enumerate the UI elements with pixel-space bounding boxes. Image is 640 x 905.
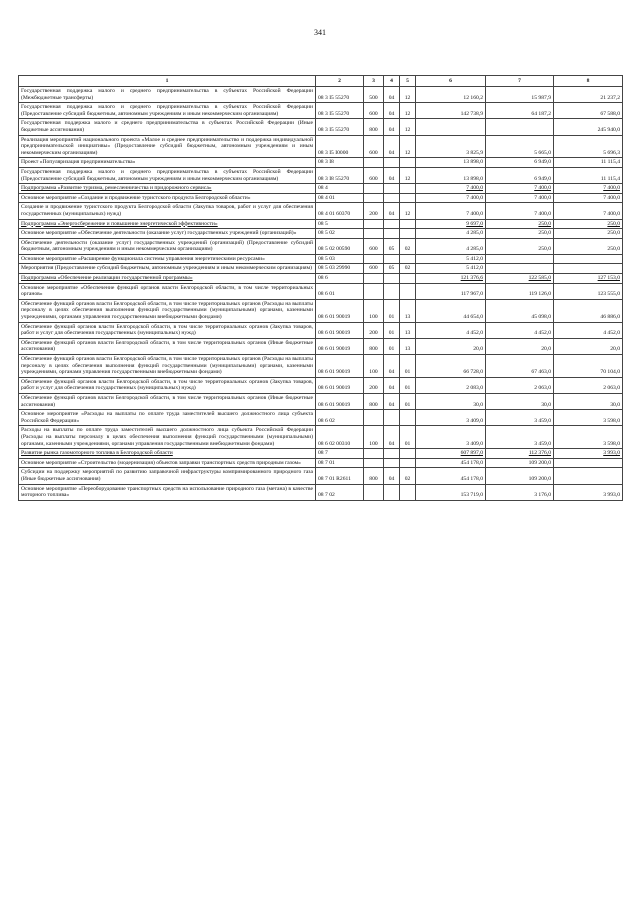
amount-year2-cell: 7 400,0 bbox=[486, 193, 554, 203]
subsection-cell: 13 bbox=[400, 299, 416, 322]
amount-year3-cell: 250,0 bbox=[554, 219, 623, 229]
amount-year1-cell: 12 160,2 bbox=[416, 87, 486, 103]
row-name-cell: Подпрограмма «Энергосбережение и повышение энергетической эффективности» bbox=[19, 219, 316, 229]
table-row bbox=[19, 426, 623, 449]
budget-table bbox=[18, 75, 623, 501]
amount-year3-cell: 3 598,0 bbox=[554, 426, 623, 449]
row-name-cell: Государственная поддержка малого и среднего предпринимательства в субъектах Российской Федерации (Предоставление субсидий бюджетным, автономным учреждениям и иным некоммерческим организациям) bbox=[19, 167, 316, 183]
row-name-cell: Обеспечение функций органов власти Белгородской области, в том числе территориальных органов (Иные бюджетные ассигнования) bbox=[19, 338, 316, 354]
expense-type-cell bbox=[364, 458, 384, 468]
amount-year2-cell: 109 200,0 bbox=[486, 458, 554, 468]
table-row bbox=[19, 393, 623, 409]
amount-year3-cell: 7 400,0 bbox=[554, 193, 623, 203]
row-name-cell: Основное мероприятие «Расходы на выплаты по оплате труда заместителей высшего должностного лица субъекта Российской Федерации» bbox=[19, 410, 316, 426]
column-header: 8 bbox=[554, 76, 623, 87]
subsection-cell: 12 bbox=[400, 119, 416, 135]
expense-type-cell bbox=[364, 410, 384, 426]
amount-year3-cell: 4 452,0 bbox=[554, 322, 623, 338]
row-name-cell: Основное мероприятие «Переоборудование транспортных средств на использование природного газа (метана) в качестве моторного топлива» bbox=[19, 484, 316, 500]
table-row bbox=[19, 229, 623, 239]
amount-year2-cell: 112 376,0 bbox=[486, 449, 554, 459]
amount-year3-cell: 46 886,0 bbox=[554, 299, 623, 322]
amount-year1-cell: 9 697,0 bbox=[416, 219, 486, 229]
expense-type-cell bbox=[364, 484, 384, 500]
target-article-cell: 08 6 01 90019 bbox=[316, 355, 364, 378]
amount-year2-cell: 250,0 bbox=[486, 238, 554, 254]
subsection-cell: 13 bbox=[400, 338, 416, 354]
table-row bbox=[19, 274, 623, 284]
subsection-cell bbox=[400, 254, 416, 264]
amount-year2-cell: 67 463,0 bbox=[486, 355, 554, 378]
table-row bbox=[19, 119, 623, 135]
section-cell: 01 bbox=[384, 299, 400, 322]
amount-year2-cell: 119 126,0 bbox=[486, 283, 554, 299]
target-article-cell: 08 6 01 bbox=[316, 283, 364, 299]
amount-year1-cell: 121 376,6 bbox=[416, 274, 486, 284]
subsection-cell: 02 bbox=[400, 468, 416, 484]
target-article-cell: 08 6 01 90019 bbox=[316, 338, 364, 354]
amount-year2-cell: 250,0 bbox=[486, 219, 554, 229]
table-row bbox=[19, 254, 623, 264]
table-row bbox=[19, 338, 623, 354]
expense-type-cell: 200 bbox=[364, 203, 384, 219]
target-article-cell: 08 3 I5 55270 bbox=[316, 119, 364, 135]
row-name-cell: Государственная поддержка малого и среднего предпринимательства в субъектах Российской Федерации (Иные бюджетные ассигнования) bbox=[19, 119, 316, 135]
amount-year1-cell: 5 412,0 bbox=[416, 264, 486, 274]
amount-year2-cell: 250,0 bbox=[486, 229, 554, 239]
section-cell: 04 bbox=[384, 426, 400, 449]
amount-year1-cell: 117 967,0 bbox=[416, 283, 486, 299]
section-cell: 04 bbox=[384, 87, 400, 103]
section-cell bbox=[384, 449, 400, 459]
row-name-cell: Расходы на выплаты по оплате труда заместителей высшего должностного лица субъекта Российской Федерации (Расходы на выплаты персоналу в целях обеспечения выполнения функций государственными (муниципальными) органами, казенными учреждениями, органами управления государственными внебюджетными фондами) bbox=[19, 426, 316, 449]
table-row bbox=[19, 355, 623, 378]
row-name-cell: Мероприятия (Предоставление субсидий бюджетным, автономным учреждениям и иным некоммерческим организациям) bbox=[19, 264, 316, 274]
amount-year2-cell: 6 949,0 bbox=[486, 158, 554, 168]
table-row bbox=[19, 184, 623, 194]
section-cell: 05 bbox=[384, 238, 400, 254]
amount-year3-cell: 123 555,0 bbox=[554, 283, 623, 299]
amount-year2-cell bbox=[486, 119, 554, 135]
target-article-cell: 08 3 I8 55270 bbox=[316, 167, 364, 183]
table-row bbox=[19, 103, 623, 119]
amount-year1-cell: 454 178,0 bbox=[416, 468, 486, 484]
table-row bbox=[19, 193, 623, 203]
amount-year3-cell: 30,0 bbox=[554, 393, 623, 409]
amount-year3-cell bbox=[554, 458, 623, 468]
amount-year2-cell: 7 400,0 bbox=[486, 203, 554, 219]
amount-year2-cell: 15 987,9 bbox=[486, 87, 554, 103]
amount-year1-cell: 3 409,0 bbox=[416, 410, 486, 426]
target-article-cell: 08 4 01 60370 bbox=[316, 203, 364, 219]
column-header: 5 bbox=[400, 76, 416, 87]
subsection-cell: 02 bbox=[400, 238, 416, 254]
section-cell: 04 bbox=[384, 119, 400, 135]
section-cell bbox=[384, 229, 400, 239]
table-row bbox=[19, 322, 623, 338]
table-row bbox=[19, 468, 623, 484]
amount-year3-cell: 2 063,0 bbox=[554, 377, 623, 393]
section-cell bbox=[384, 410, 400, 426]
expense-type-cell: 800 bbox=[364, 468, 384, 484]
target-article-cell: 08 3 I5 I0000 bbox=[316, 135, 364, 158]
target-article-cell: 08 6 01 90019 bbox=[316, 322, 364, 338]
target-article-cell: 08 6 bbox=[316, 274, 364, 284]
subsection-cell: 12 bbox=[400, 167, 416, 183]
table-row bbox=[19, 299, 623, 322]
subsection-cell: 12 bbox=[400, 103, 416, 119]
expense-type-cell bbox=[364, 449, 384, 459]
target-article-cell: 08 5 bbox=[316, 219, 364, 229]
row-name-cell: Обеспечение функций органов власти Белгородской области, в том числе территориальных органов (Расходы на выплаты персоналу в целях обеспечения выполнения функций государственными (муниципальными) органами, казенными учреждениями, органами управления государственными внебюджетными фондами) bbox=[19, 299, 316, 322]
subsection-cell bbox=[400, 410, 416, 426]
amount-year3-cell bbox=[554, 468, 623, 484]
target-article-cell: 08 7 01 R2611 bbox=[316, 468, 364, 484]
column-header: 3 bbox=[364, 76, 384, 87]
column-header: 2 bbox=[316, 76, 364, 87]
expense-type-cell bbox=[364, 184, 384, 194]
amount-year3-cell: 7 400,0 bbox=[554, 184, 623, 194]
amount-year3-cell: 7 400,0 bbox=[554, 203, 623, 219]
amount-year2-cell: 3 176,0 bbox=[486, 484, 554, 500]
expense-type-cell: 500 bbox=[364, 87, 384, 103]
section-cell bbox=[384, 484, 400, 500]
row-name-cell: Подпрограмма «Обеспечение реализации государственной программы» bbox=[19, 274, 316, 284]
subsection-cell bbox=[400, 484, 416, 500]
section-cell bbox=[384, 254, 400, 264]
expense-type-cell bbox=[364, 229, 384, 239]
column-header: 7 bbox=[486, 76, 554, 87]
amount-year3-cell bbox=[554, 254, 623, 264]
amount-year1-cell: 4 285,0 bbox=[416, 229, 486, 239]
section-cell bbox=[384, 274, 400, 284]
target-article-cell: 08 3 I5 55270 bbox=[316, 103, 364, 119]
row-name-cell: Государственная поддержка малого и среднего предпринимательства в субъектах Российской Федерации (Предоставление субсидий бюджетным, автономным учреждениям и иным некоммерческим организациям) bbox=[19, 103, 316, 119]
target-article-cell: 08 5 03 bbox=[316, 254, 364, 264]
section-cell bbox=[384, 158, 400, 168]
section-cell: 01 bbox=[384, 338, 400, 354]
amount-year1-cell: 30,0 bbox=[416, 393, 486, 409]
amount-year1-cell: 20,0 bbox=[416, 338, 486, 354]
target-article-cell: 08 4 01 bbox=[316, 193, 364, 203]
section-cell: 04 bbox=[384, 167, 400, 183]
section-cell: 04 bbox=[384, 355, 400, 378]
target-article-cell: 08 5 02 00590 bbox=[316, 238, 364, 254]
amount-year3-cell: 250,0 bbox=[554, 238, 623, 254]
table-row bbox=[19, 87, 623, 103]
amount-year3-cell: 21 237,2 bbox=[554, 87, 623, 103]
amount-year1-cell: 3 409,0 bbox=[416, 426, 486, 449]
amount-year1-cell: 7 400,0 bbox=[416, 184, 486, 194]
target-article-cell: 08 6 01 90019 bbox=[316, 377, 364, 393]
table-row bbox=[19, 484, 623, 500]
table-row bbox=[19, 203, 623, 219]
target-article-cell: 08 4 bbox=[316, 184, 364, 194]
amount-year3-cell: 3 993,0 bbox=[554, 449, 623, 459]
subsection-cell: 13 bbox=[400, 322, 416, 338]
section-cell: 05 bbox=[384, 264, 400, 274]
table-row bbox=[19, 158, 623, 168]
section-cell bbox=[384, 283, 400, 299]
row-name-cell: Развитие рынка газомоторного топлива в Белгородской области bbox=[19, 449, 316, 459]
subsection-cell: 12 bbox=[400, 135, 416, 158]
amount-year1-cell: 454 178,0 bbox=[416, 458, 486, 468]
table-row bbox=[19, 458, 623, 468]
amount-year1-cell: 7 400,0 bbox=[416, 193, 486, 203]
table-row bbox=[19, 410, 623, 426]
subsection-cell bbox=[400, 283, 416, 299]
subsection-cell bbox=[400, 219, 416, 229]
amount-year1-cell: 4 452,0 bbox=[416, 322, 486, 338]
table-row bbox=[19, 283, 623, 299]
expense-type-cell bbox=[364, 274, 384, 284]
expense-type-cell: 100 bbox=[364, 355, 384, 378]
section-cell bbox=[384, 193, 400, 203]
table-row bbox=[19, 449, 623, 459]
amount-year3-cell: 70 104,0 bbox=[554, 355, 623, 378]
subsection-cell: 12 bbox=[400, 87, 416, 103]
amount-year2-cell bbox=[486, 264, 554, 274]
subsection-cell bbox=[400, 458, 416, 468]
expense-type-cell bbox=[364, 254, 384, 264]
row-name-cell: Создание и продвижение туристского продукта Белгородской области (Закупка товаров, работ и услуг для обеспечения государственных (муниципальных) нужд) bbox=[19, 203, 316, 219]
target-article-cell: 08 7 01 bbox=[316, 458, 364, 468]
row-name-cell: Обеспечение функций органов власти Белгородской области, в том числе территориальных органов (Расходы на выплаты персоналу в целях обеспечения выполнения функций государственными (муниципальными) органами, казенными учреждениями, органами управления государственными внебюджетными фондами) bbox=[19, 355, 316, 378]
target-article-cell: 08 5 03 29990 bbox=[316, 264, 364, 274]
amount-year1-cell: 13 898,0 bbox=[416, 167, 486, 183]
target-article-cell: 08 3 I5 55270 bbox=[316, 87, 364, 103]
amount-year2-cell: 122 585,0 bbox=[486, 274, 554, 284]
amount-year2-cell: 7 400,0 bbox=[486, 184, 554, 194]
table-row bbox=[19, 238, 623, 254]
amount-year3-cell: 67 588,0 bbox=[554, 103, 623, 119]
expense-type-cell: 200 bbox=[364, 322, 384, 338]
expense-type-cell: 100 bbox=[364, 299, 384, 322]
amount-year2-cell: 20,0 bbox=[486, 338, 554, 354]
amount-year3-cell: 5 696,3 bbox=[554, 135, 623, 158]
target-article-cell: 08 6 01 90019 bbox=[316, 393, 364, 409]
row-name-cell: Обеспечение функций органов власти Белгородской области, в том числе территориальных органов (Закупка товаров, работ и услуг для обеспечения государственных (муниципальных) нужд) bbox=[19, 322, 316, 338]
amount-year1-cell: 44 654,0 bbox=[416, 299, 486, 322]
amount-year2-cell: 45 098,0 bbox=[486, 299, 554, 322]
amount-year1-cell: 7 400,0 bbox=[416, 203, 486, 219]
expense-type-cell: 600 bbox=[364, 167, 384, 183]
amount-year2-cell: 4 452,0 bbox=[486, 322, 554, 338]
amount-year2-cell: 3 459,0 bbox=[486, 426, 554, 449]
row-name-cell: Субсидии на поддержку мероприятий по развитию заправочной инфраструктуры компримированного природного газа (Иные бюджетные ассигнования) bbox=[19, 468, 316, 484]
amount-year2-cell: 2 063,0 bbox=[486, 377, 554, 393]
expense-type-cell bbox=[364, 219, 384, 229]
expense-type-cell bbox=[364, 193, 384, 203]
amount-year1-cell: 153 719,0 bbox=[416, 484, 486, 500]
amount-year2-cell bbox=[486, 254, 554, 264]
amount-year2-cell: 5 665,0 bbox=[486, 135, 554, 158]
target-article-cell: 08 7 02 bbox=[316, 484, 364, 500]
expense-type-cell bbox=[364, 158, 384, 168]
amount-year3-cell: 250,0 bbox=[554, 229, 623, 239]
amount-year3-cell: 20,0 bbox=[554, 338, 623, 354]
amount-year3-cell: 245 940,0 bbox=[554, 119, 623, 135]
page-number: 341 bbox=[314, 28, 326, 37]
subsection-cell: 12 bbox=[400, 203, 416, 219]
subsection-cell: 01 bbox=[400, 426, 416, 449]
row-name-cell: Основное мероприятие «Создание и продвижение туристского продукта Белгородской области» bbox=[19, 193, 316, 203]
expense-type-cell: 800 bbox=[364, 119, 384, 135]
amount-year3-cell: 3 598,0 bbox=[554, 410, 623, 426]
section-cell: 04 bbox=[384, 377, 400, 393]
row-name-cell: Реализация мероприятий национального проекта «Малое и среднее предпринимательство и поддержка индивидуальной предпринимательской инициативы» (Предоставление субсидий бюджетным, автономным учреждениям и иным некоммерческим организациям) bbox=[19, 135, 316, 158]
target-article-cell: 08 3 I8 bbox=[316, 158, 364, 168]
expense-type-cell: 800 bbox=[364, 393, 384, 409]
table-row bbox=[19, 219, 623, 229]
row-name-cell: Основное мероприятие «Строительство (модернизация) объектов заправки транспортных средств природным газом» bbox=[19, 458, 316, 468]
column-header: 1 bbox=[19, 76, 316, 87]
amount-year1-cell bbox=[416, 119, 486, 135]
expense-type-cell: 600 bbox=[364, 103, 384, 119]
subsection-cell bbox=[400, 158, 416, 168]
section-cell: 04 bbox=[384, 103, 400, 119]
section-cell bbox=[384, 219, 400, 229]
expense-type-cell: 600 bbox=[364, 135, 384, 158]
section-cell: 04 bbox=[384, 135, 400, 158]
target-article-cell: 08 5 02 bbox=[316, 229, 364, 239]
amount-year1-cell: 4 285,0 bbox=[416, 238, 486, 254]
row-name-cell: Проект «Популяризация предпринимательства» bbox=[19, 158, 316, 168]
amount-year3-cell: 127 153,0 bbox=[554, 274, 623, 284]
target-article-cell: 08 7 bbox=[316, 449, 364, 459]
subsection-cell: 01 bbox=[400, 377, 416, 393]
amount-year2-cell: 3 459,0 bbox=[486, 410, 554, 426]
target-article-cell: 08 6 02 bbox=[316, 410, 364, 426]
amount-year1-cell: 66 728,0 bbox=[416, 355, 486, 378]
row-name-cell: Обеспечение деятельности (оказание услуг) государственных учреждений (организаций) (Предоставление субсидий бюджетным, автономным учреждениям и иным некоммерческим организациям) bbox=[19, 238, 316, 254]
amount-year3-cell: 3 993,0 bbox=[554, 484, 623, 500]
amount-year1-cell: 142 738,9 bbox=[416, 103, 486, 119]
subsection-cell bbox=[400, 274, 416, 284]
subsection-cell bbox=[400, 449, 416, 459]
row-name-cell: Основное мероприятие «Обеспечение деятельности (оказание услуг) государственных учреждений (организаций)» bbox=[19, 229, 316, 239]
row-name-cell: Обеспечение функций органов власти Белгородской области, в том числе территориальных органов (Закупка товаров, работ и услуг для обеспечения государственных (муниципальных) нужд) bbox=[19, 377, 316, 393]
amount-year2-cell: 64 187,2 bbox=[486, 103, 554, 119]
row-name-cell: Государственная поддержка малого и среднего предпринимательства в субъектах Российской Федерации (Межбюджетные трансферты) bbox=[19, 87, 316, 103]
section-cell: 01 bbox=[384, 322, 400, 338]
section-cell: 04 bbox=[384, 203, 400, 219]
subsection-cell: 01 bbox=[400, 393, 416, 409]
target-article-cell: 08 6 01 90019 bbox=[316, 299, 364, 322]
expense-type-cell: 800 bbox=[364, 338, 384, 354]
amount-year2-cell: 30,0 bbox=[486, 393, 554, 409]
amount-year1-cell: 13 898,0 bbox=[416, 158, 486, 168]
column-number-row bbox=[19, 76, 623, 87]
table-row bbox=[19, 135, 623, 158]
amount-year1-cell: 3 825,9 bbox=[416, 135, 486, 158]
table-row bbox=[19, 167, 623, 183]
row-name-cell: Подпрограмма «Развитие туризма, ремесленничества и придорожного сервиса» bbox=[19, 184, 316, 194]
row-name-cell: Обеспечение функций органов власти Белгородской области, в том числе территориальных органов (Иные бюджетные ассигнования) bbox=[19, 393, 316, 409]
row-name-cell: Основное мероприятие «Расширение функционала системы управления энергетическими ресурсами» bbox=[19, 254, 316, 264]
subsection-cell bbox=[400, 229, 416, 239]
amount-year2-cell: 6 949,0 bbox=[486, 167, 554, 183]
amount-year1-cell: 5 412,0 bbox=[416, 254, 486, 264]
section-cell: 04 bbox=[384, 393, 400, 409]
section-cell bbox=[384, 184, 400, 194]
column-header: 4 bbox=[384, 76, 400, 87]
amount-year3-cell: 11 115,4 bbox=[554, 158, 623, 168]
subsection-cell: 02 bbox=[400, 264, 416, 274]
expense-type-cell: 200 bbox=[364, 377, 384, 393]
table-row bbox=[19, 377, 623, 393]
amount-year3-cell: 11 115,4 bbox=[554, 167, 623, 183]
amount-year1-cell: 607 897,0 bbox=[416, 449, 486, 459]
row-name-cell: Основное мероприятие «Обеспечение функций органов власти Белгородской области, в том числе территориальных органов» bbox=[19, 283, 316, 299]
section-cell bbox=[384, 458, 400, 468]
expense-type-cell bbox=[364, 283, 384, 299]
expense-type-cell: 600 bbox=[364, 264, 384, 274]
target-article-cell: 08 6 02 00310 bbox=[316, 426, 364, 449]
subsection-cell: 01 bbox=[400, 355, 416, 378]
section-cell: 04 bbox=[384, 468, 400, 484]
amount-year1-cell: 2 083,0 bbox=[416, 377, 486, 393]
amount-year3-cell bbox=[554, 264, 623, 274]
subsection-cell bbox=[400, 184, 416, 194]
subsection-cell bbox=[400, 193, 416, 203]
amount-year2-cell: 109 200,0 bbox=[486, 468, 554, 484]
expense-type-cell: 100 bbox=[364, 426, 384, 449]
column-header: 6 bbox=[416, 76, 486, 87]
expense-type-cell: 600 bbox=[364, 238, 384, 254]
table-row bbox=[19, 264, 623, 274]
